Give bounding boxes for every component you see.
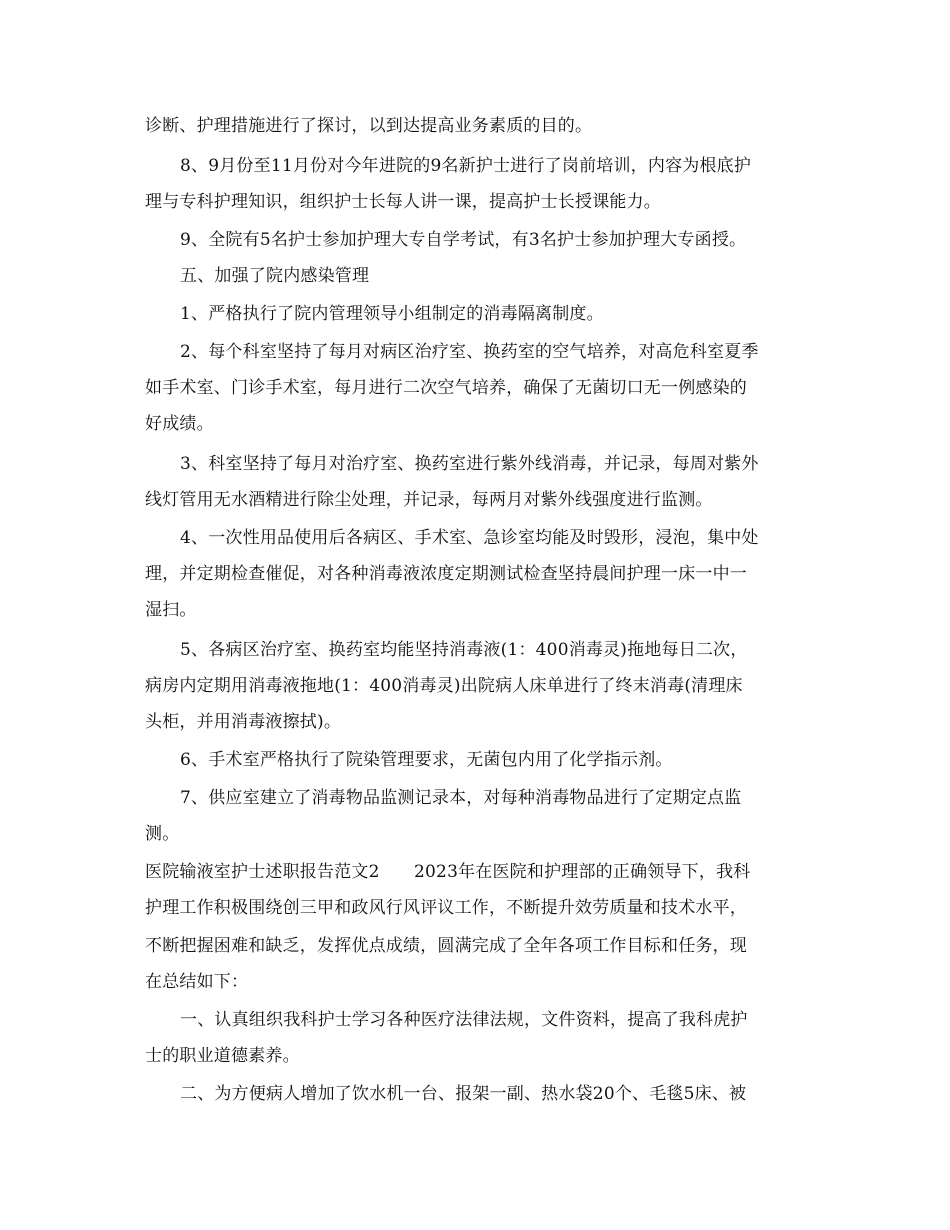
text-line-13: 理，并定期检查催促，对各种消毒液浓度定期测试检查坚持晨间护理一床一中一 (145, 564, 747, 584)
text-line-1: 诊断、护理措施进行了探讨，以到达提高业务素质的目的。 (145, 116, 593, 136)
text-line-2: 8、9月份至11月份对今年进院的9名新护士进行了岗前培训，内容为根底护 (180, 156, 752, 176)
text-line-4: 9、全院有5名护士参加护理大专自学考试，有3名护士参加护理大专函授。 (180, 230, 747, 250)
text-line-8: 如手术室、门诊手术室，每月进行二次空气培养，确保了无菌切口无一例感染的 (145, 378, 747, 398)
text-line-23: 不断把握困难和缺乏，发挥优点成绩，圆满完成了全年各项工作目标和任务，现 (145, 936, 747, 956)
text-line-3: 理与专科护理知识，组织护士长每人讲一课，提高护士长授课能力。 (145, 192, 661, 212)
text-line-22: 护理工作积极围绕创三甲和政风行风评议工作，不断提升效劳质量和技术水平， (145, 898, 747, 918)
text-line-12: 4、一次性用品使用后各病区、手术室、急诊室均能及时毁形，浸泡，集中处 (180, 528, 759, 548)
text-line-27: 二、为方便病人增加了饮水机一台、报架一副、热水袋20个、毛毯5床、被 (180, 1084, 747, 1104)
text-line-6: 1、严格执行了院内管理领导小组制定的消毒隔离制度。 (180, 304, 604, 324)
text-line-19: 7、供应室建立了消毒物品监测记录本，对每种消毒物品进行了定期定点监 (180, 788, 742, 808)
text-line-15: 5、各病区治疗室、换药室均能坚持消毒液(1：400消毒灵)拖地每日二次， (180, 640, 748, 660)
text-line-11: 线灯管用无水酒精进行除尘处理，并记录，每两月对紫外线强度进行监测。 (145, 490, 713, 510)
text-line-20: 测。 (145, 824, 180, 844)
text-line-21: 医院输液室护士述职报告范文2 2023年在医院和护理部的正确领导下，我科 (145, 862, 751, 882)
text-line-24: 在总结如下： (145, 972, 249, 992)
text-line-14: 湿扫。 (145, 600, 197, 620)
text-line-26: 士的职业道德素养。 (145, 1046, 300, 1066)
text-line-18: 6、手术室严格执行了院染管理要求，无菌包内用了化学指示剂。 (180, 750, 673, 770)
text-line-25: 一、认真组织我科护士学习各种医疗法律法规，文件资料，提高了我科虎护 (180, 1010, 748, 1030)
text-line-7: 2、每个科室坚持了每月对病区治疗室、换药室的空气培养，对高危科室夏季 (180, 342, 759, 362)
text-line-9: 好成绩。 (145, 414, 214, 434)
text-line-17: 头柜，并用消毒液擦拭)。 (145, 712, 342, 732)
text-line-10: 3、科室坚持了每月对治疗室、换药室进行紫外线消毒，并记录，每周对紫外 (180, 454, 759, 474)
section-heading-5: 五、加强了院内感染管理 (180, 266, 370, 286)
text-line-16: 病房内定期用消毒液拖地(1：400消毒灵)出院病人床单进行了终末消毒(清理床 (145, 676, 743, 696)
